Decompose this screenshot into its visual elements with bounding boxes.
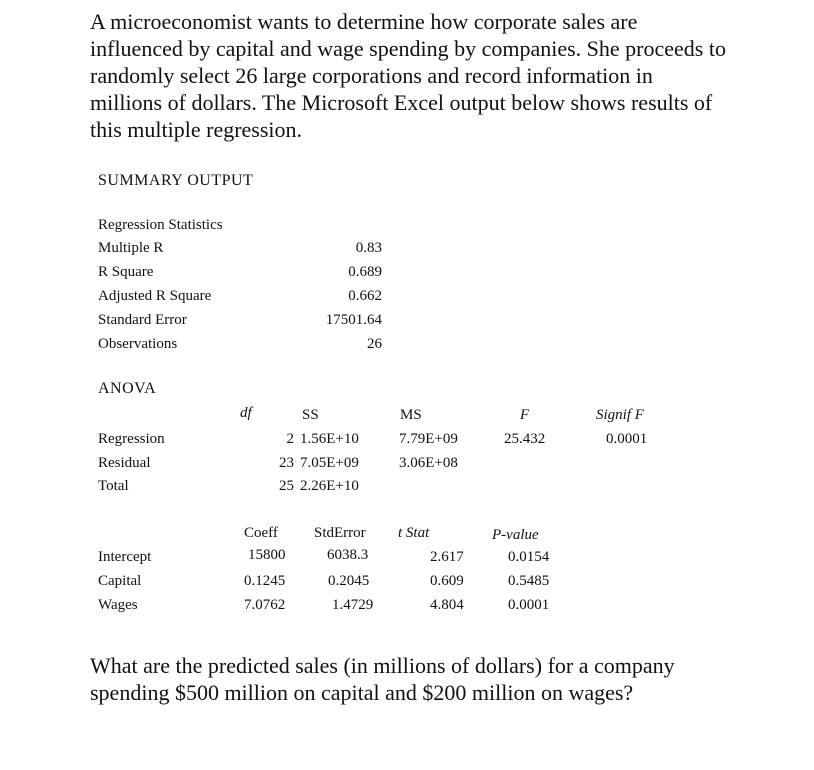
anova-row-label: Residual — [98, 455, 151, 471]
anova-ss: 2.26E+10 — [300, 478, 359, 494]
question-text: What are the predicted sales (in millions of dollars) for a company spending $500 million on capital and $200 million on wages? — [90, 653, 675, 705]
stat-label: R Square — [98, 264, 154, 280]
coef-row-label: Wages — [98, 597, 138, 613]
anova-df: 23 — [279, 455, 294, 471]
stat-label: Adjusted R Square — [98, 288, 212, 304]
anova-ss: 1.56E+10 — [300, 431, 359, 447]
anova-header-ss: SS — [302, 407, 319, 423]
anova-signif: 0.0001 — [606, 431, 648, 447]
anova-ss: 7.05E+09 — [300, 455, 359, 471]
anova-ms: 3.06E+08 — [399, 455, 458, 471]
coef-stderr: 1.4729 — [332, 597, 374, 613]
anova-header-ms: MS — [400, 407, 422, 423]
stat-value: 0.689 — [348, 264, 382, 280]
anova-ms: 7.79E+09 — [399, 431, 458, 447]
stat-label: Standard Error — [98, 312, 187, 328]
summary-output-title: SUMMARY OUTPUT — [98, 172, 254, 189]
anova-header-df: df — [240, 405, 252, 421]
anova-header-signif: Signif F — [596, 407, 644, 423]
coef-pvalue: 0.5485 — [508, 573, 550, 589]
regression-statistics-heading: Regression Statistics — [98, 217, 223, 233]
anova-df: 2 — [286, 431, 294, 447]
stat-value: 26 — [367, 336, 382, 352]
coef-header-stderr: StdError — [314, 525, 366, 541]
anova-f: 25.432 — [504, 431, 546, 447]
coef-stderr: 6038.3 — [327, 547, 369, 563]
coef-pvalue: 0.0001 — [508, 597, 550, 613]
coef-header-pvalue: P-value — [492, 527, 539, 543]
coef-row-label: Capital — [98, 573, 142, 589]
anova-row-label: Total — [98, 478, 129, 494]
anova-title: ANOVA — [98, 380, 157, 397]
coef-tstat: 2.617 — [430, 549, 464, 565]
coef-value: 0.1245 — [244, 573, 286, 589]
coef-tstat: 4.804 — [430, 597, 464, 613]
anova-row-label: Regression — [98, 431, 165, 447]
coef-pvalue: 0.0154 — [508, 549, 550, 565]
stat-value: 17501.64 — [325, 312, 382, 328]
stat-label: Observations — [98, 336, 178, 352]
stat-label: Multiple R — [98, 240, 164, 256]
coef-stderr: 0.2045 — [328, 573, 370, 589]
anova-df: 25 — [279, 478, 294, 494]
coef-header-coeff: Coeff — [244, 525, 278, 541]
stat-value: 0.83 — [355, 240, 382, 256]
coef-value: 15800 — [248, 547, 286, 563]
coef-row-label: Intercept — [98, 549, 152, 565]
coef-header-tstat: t Stat — [398, 525, 430, 541]
coef-value: 7.0762 — [244, 597, 286, 613]
coef-tstat: 0.609 — [430, 573, 464, 589]
stat-value: 0.662 — [348, 288, 382, 304]
anova-header-f: F — [520, 407, 530, 423]
problem-intro-text: A microeconomist wants to determine how corporate sales are influenced by capital and wage spending by companies. She proceeds to randomly select 26 large corporations and record information in millions of dollars. The Microsoft Excel output below shows results of this multiple regression. — [90, 9, 726, 142]
